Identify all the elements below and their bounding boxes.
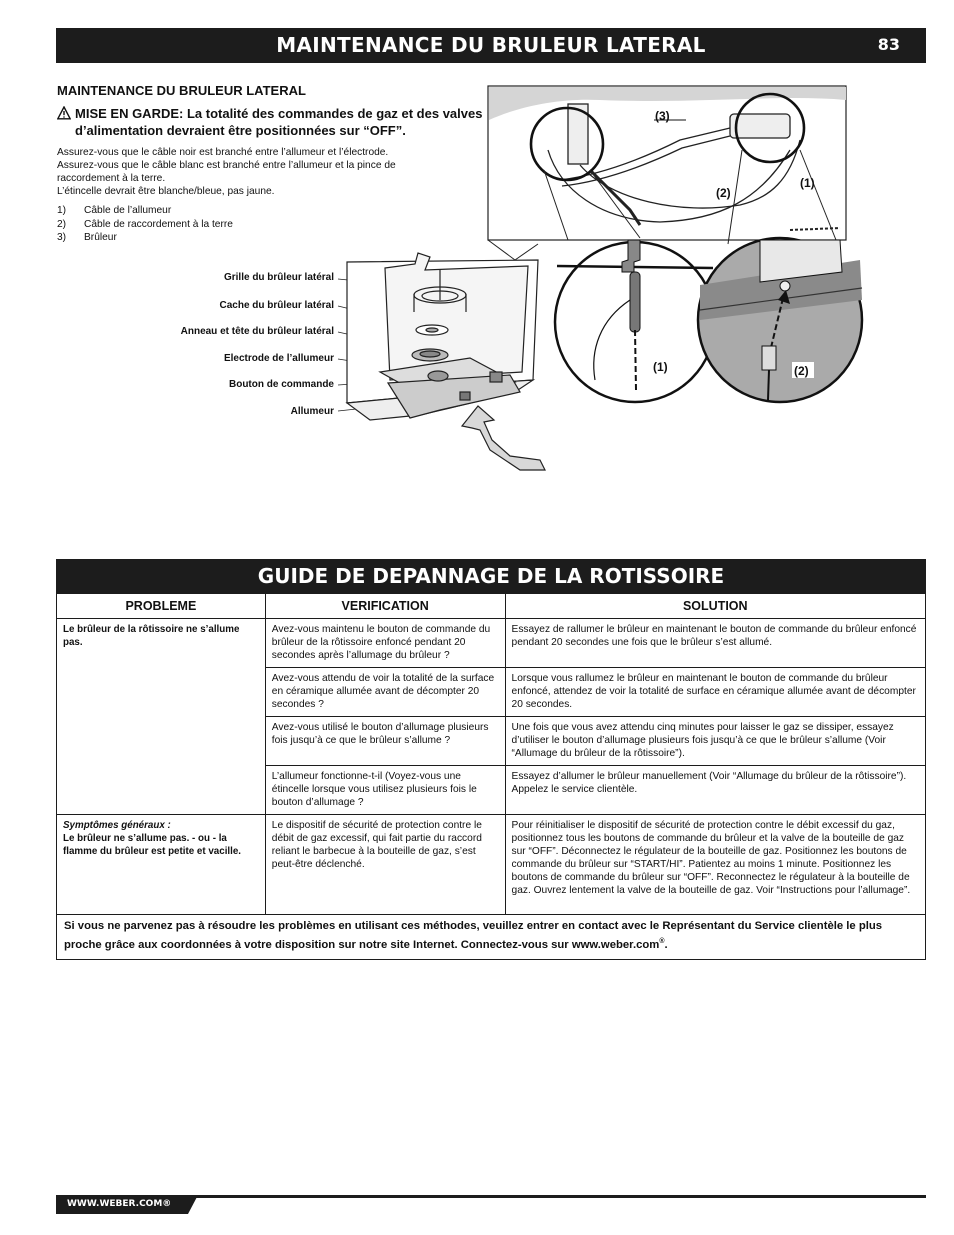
footer-note: Si vous ne parvenez pas à résoudre les problèmes en utilisant ces méthodes, veuillez entrer en contact avec le Représentant du Service clientèle le plus proche grâce aux coordonnées à votre disposition sur notre site Internet. Connectez-vous sur www.weber.com®. xyxy=(57,915,926,960)
solution-cell: Lorsque vous rallumez le brûleur en maintenant le bouton de commande du brûleur enfoncé, attendez de voir la totalité de surface en céramique allumée avant de décompter 20 secondes. xyxy=(505,668,925,717)
instruction-line: Assurez-vous que le câble noir est branché entre l’allumeur et l’électrode. xyxy=(57,147,389,158)
instruction-line: L’étincelle devrait être blanche/bleue, pas jaune. xyxy=(57,186,275,197)
table-footer-row xyxy=(57,915,926,960)
detail-circle-igniter xyxy=(555,240,715,402)
troubleshooting-title: GUIDE DE DEPANNAGE DE LA ROTISSOIRE xyxy=(257,564,725,588)
page-title: MAINTENANCE DU BRULEUR LATERAL xyxy=(276,33,706,57)
table-row xyxy=(57,619,926,668)
warning-text: MISE EN GARDE: La totalité des commandes de gaz et des valves d’alimentation devraient être positionnées sur “OFF”. xyxy=(75,106,483,138)
callout-1: (1) xyxy=(800,176,815,190)
detail-callout-1 xyxy=(651,358,673,374)
column-header: SOLUTION xyxy=(505,594,925,619)
problem-cell xyxy=(57,815,266,915)
instruction-line: Assurez-vous que le câble blanc est branché entre l’allumeur et la pince de xyxy=(57,160,396,171)
callout-3: (3) xyxy=(655,109,670,123)
hand-arrow-drawing xyxy=(462,406,545,470)
verification-cell: Avez-vous attendu de voir la totalité de la surface en céramique allumée avant de décompter 20 secondes ? xyxy=(265,668,505,717)
column-header: VERIFICATION xyxy=(265,594,505,619)
part-label: Bouton de commande xyxy=(228,379,334,390)
part-label: Grille du brûleur latéral xyxy=(223,272,334,283)
verification-cell: Avez-vous maintenu le bouton de commande du brûleur de la rôtissoire enfoncé pendant 20 secondes après l’allumage du brûleur ? xyxy=(265,619,505,668)
verification-cell: Le dispositif de sécurité de protection contre le débit de gaz excessif, qui fait partie du raccord reliant le barbecue à la bouteille de gaz, s’est peut-être déclenché. xyxy=(265,815,505,915)
troubleshooting-header-bar xyxy=(56,559,926,594)
problem-label: Symptômes généraux : xyxy=(63,820,171,831)
solution-cell: Pour réinitialiser le dispositif de sécurité de protection contre le débit excessif du gaz, positionnez tous les boutons de commande du brûleur et la valve de la bouteille de gaz sur “OFF”. Déconnectez le régulateur de la bouteille de gaz. Positionnez les boutons de commande du brûleur sur “START/HI”. Patientez au moins 1 minute. Positionnez les boutons de commande du brûleur sur “OFF”. Reconnectez le régulateur à la bouteille de gaz. Ouvrez lentement la valve de la bouteille de gaz. Voir “Instructions pour l’allumage”. xyxy=(505,815,925,915)
part-label: Anneau et tête du brûleur latéral xyxy=(180,326,334,337)
footer-url[interactable]: WWW.WEBER.COM® xyxy=(67,1199,172,1209)
problem-text: Le brûleur ne s’allume pas. - ou - la flamme du brûleur est petite et vacille. xyxy=(63,833,242,857)
svg-text:(1): (1) xyxy=(653,360,668,374)
detail-circle-ground xyxy=(698,238,862,402)
problem-cell: Le brûleur de la rôtissoire ne s’allume pas. xyxy=(57,619,266,815)
detail-callout-2 xyxy=(792,362,814,378)
part-label: Electrode de l’allumeur xyxy=(223,353,334,364)
part-label: Allumeur xyxy=(290,406,334,417)
solution-cell: Essayez d’allumer le brûleur manuellement (Voir “Allumage du brûleur de la rôtissoire”). Appelez le service clientèle. xyxy=(505,766,925,815)
page-number: 83 xyxy=(877,35,900,54)
instruction-line: raccordement à la terre. xyxy=(57,173,166,184)
list-item: 1) Câble de l’allumeur xyxy=(57,205,172,216)
callout-2: (2) xyxy=(716,186,731,200)
part-label: Cache du brûleur latéral xyxy=(219,300,334,311)
solution-cell: Une fois que vous avez attendu cinq minutes pour laisser le gaz se dissiper, essayez d’utiliser le bouton d’allumage plusieurs fois jusqu’à ce que le brûleur s’allume (Voir “Allumage du brûleur de la rôtissoire”). xyxy=(505,717,925,766)
solution-cell: Essayez de rallumer le brûleur en maintenant le bouton de commande du brûleur enfoncé pendant 20 secondes une fois que le brûleur s’est allumé. xyxy=(505,619,925,668)
troubleshooting-table xyxy=(56,593,926,960)
side-burner-drawing xyxy=(347,253,538,420)
table-row xyxy=(57,815,926,915)
table-header-row xyxy=(57,594,926,619)
list-item: 2) Câble de raccordement à la terre xyxy=(57,218,233,230)
verification-cell: L’allumeur fonctionne-t-il (Voyez-vous une étincelle lorsque vous utilisez plusieurs fois le bouton d’allumage ? xyxy=(265,766,505,815)
list-item: 3) Brûleur xyxy=(57,232,117,243)
column-header: PROBLEME xyxy=(57,594,266,619)
verification-cell: Avez-vous utilisé le bouton d’allumage plusieurs fois jusqu’à ce que le brûleur s’allume ? xyxy=(265,717,505,766)
burner-illustration xyxy=(0,0,954,500)
svg-text:(2): (2) xyxy=(794,364,809,378)
section-heading: MAINTENANCE DU BRULEUR LATERAL xyxy=(57,83,306,98)
